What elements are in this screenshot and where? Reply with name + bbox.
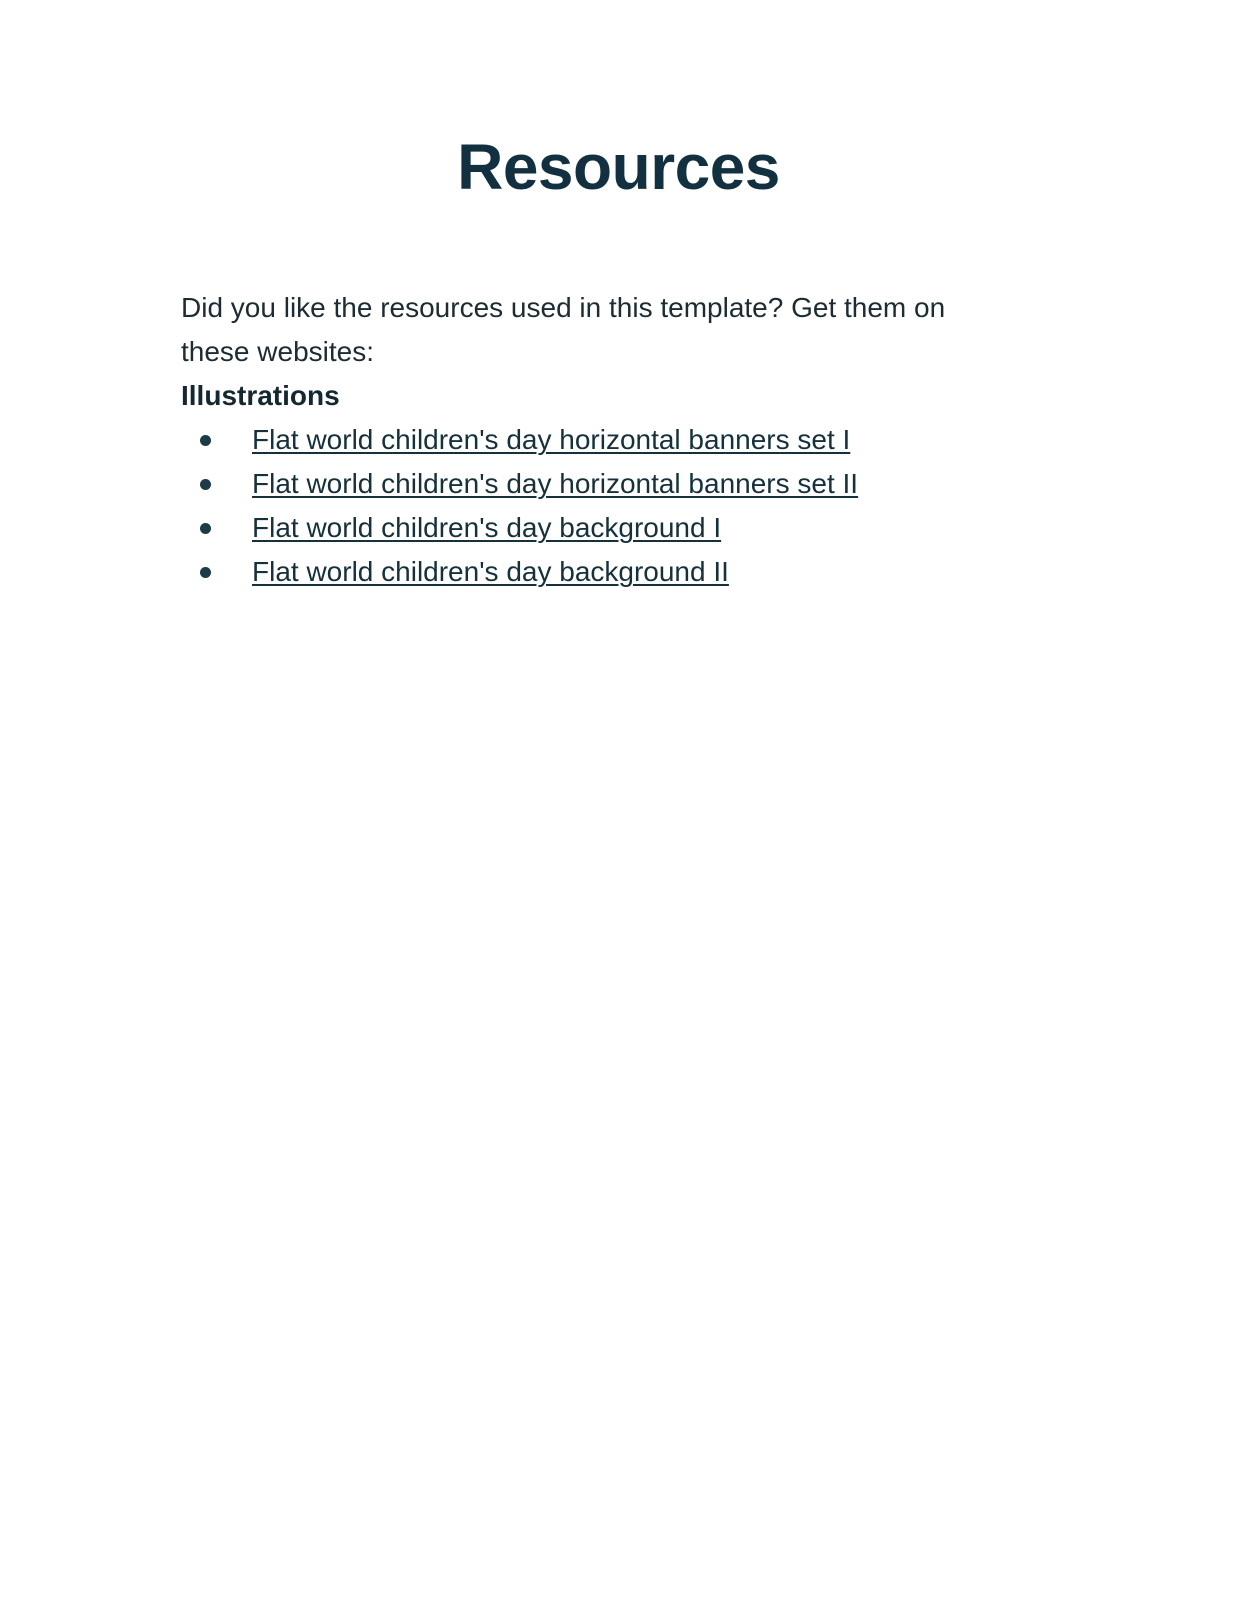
list-item xyxy=(181,462,1031,506)
resource-link-background-1[interactable]: Flat world children's day background I xyxy=(252,512,722,543)
section-heading-illustrations: Illustrations xyxy=(181,380,340,411)
bullet-dot-icon xyxy=(200,567,211,578)
resource-link-banners-set-1[interactable]: Flat world children's day horizontal banners set I xyxy=(252,424,851,455)
resource-link-banners-set-2[interactable]: Flat world children's day horizontal banners set II xyxy=(252,468,859,499)
list-item xyxy=(181,550,1031,594)
intro-paragraph: Did you like the resources used in this template? Get them on these websites: xyxy=(181,292,946,367)
page-title: Resources xyxy=(457,130,780,203)
bullet-dot-icon xyxy=(200,435,211,446)
resource-link-list xyxy=(181,418,1031,594)
list-item xyxy=(181,418,1031,462)
bullet-dot-icon xyxy=(200,523,211,534)
bullet-dot-icon xyxy=(200,479,211,490)
resource-link-background-2[interactable]: Flat world children's day background II xyxy=(252,556,729,587)
content-block xyxy=(181,286,1031,594)
list-item xyxy=(181,506,1031,550)
